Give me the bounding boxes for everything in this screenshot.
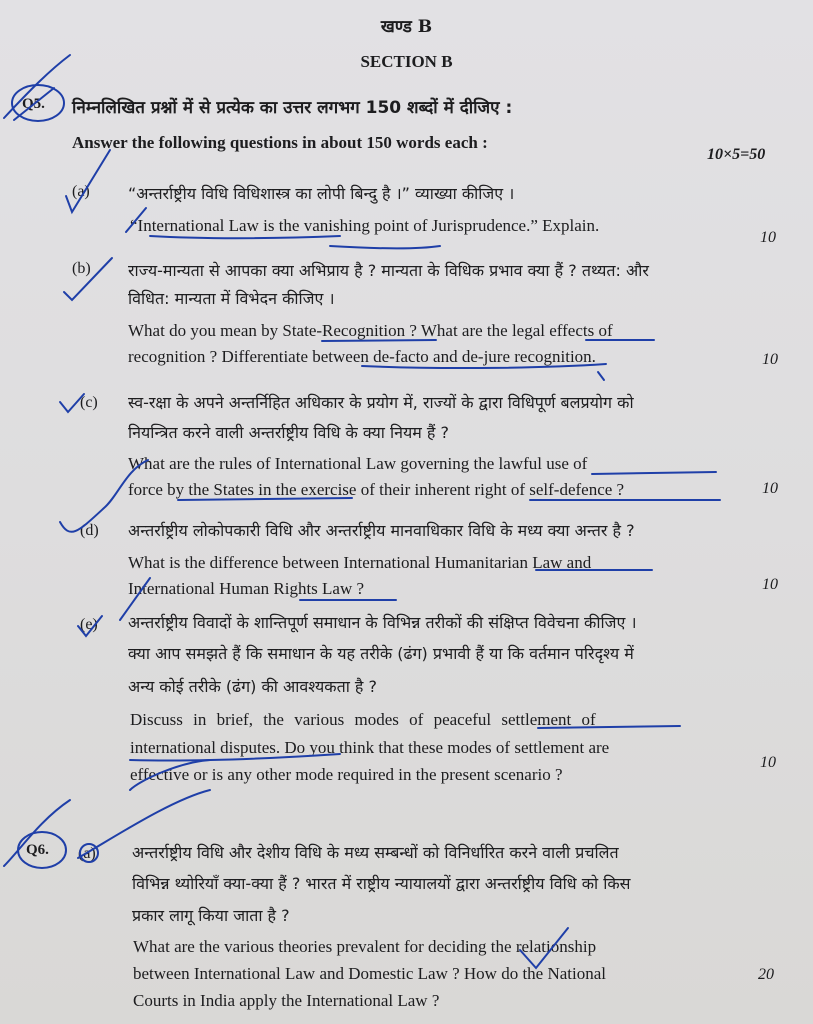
q5c-hindi-line1: स्व-रक्षा के अपने अन्तर्निहित अधिकार के प्रयोग में, राज्यों के द्वारा विधिपूर्ण बलप्रयोग को [128, 393, 634, 412]
underline-b-flick [598, 372, 604, 380]
q5d-marks: 10 [762, 576, 778, 593]
q6a-label: (a) [78, 845, 96, 862]
question-number-q5: Q5. [22, 96, 45, 112]
section-title-hindi: खण्ड B [380, 17, 433, 37]
q6a-marks: 20 [758, 966, 774, 983]
q5b-english-line2: recognition ? Differentiate between de-facto and de-jure recognition. [128, 347, 596, 366]
q5d-hindi: अन्तर्राष्ट्रीय लोकोपकारी विधि और अन्तर्राष्ट्रीय मानवाधिकार विधि के मध्य क्या अन्तर है ? [128, 521, 635, 540]
q6a-hindi-line1: अन्तर्राष्ट्रीय विधि और देशीय विधि के मध्य सम्बन्धों को विनिर्धारित करने वाली प्रचलित [132, 843, 619, 862]
q5-instruction-english: Answer the following questions in about 150 words each : [72, 133, 488, 152]
q5e-hindi-line2: क्या आप समझते हैं कि समाधान के यह तरीके (ढंग) प्रभावी हैं या कि वर्तमान परिदृश्य में [128, 644, 634, 663]
q5a-label: (a) [72, 183, 90, 200]
q5e-marks: 10 [760, 754, 776, 771]
q6a-english-line1: What are the various theories prevalent for deciding the relationship [133, 937, 597, 956]
section-title: SECTION B [360, 52, 453, 71]
q5a-english: “International Law is the vanishing point of Jurisprudence.” Explain. [130, 216, 600, 235]
q6a-hindi-line2: विभिन्न थ्योरियाँ क्या-क्या हैं ? भारत में राष्ट्रीय न्यायालयों द्वारा अन्तर्राष्ट्रीय विधि को किस [132, 874, 631, 893]
q5d-label: (d) [80, 522, 99, 539]
question-number-q6: Q6. [26, 842, 49, 858]
q5d-english-line1: What is the difference between International Humanitarian Law and [128, 553, 592, 572]
q5-instruction-hindi: निम्नलिखित प्रश्नों में से प्रत्येक का उत्तर लगभग 150 शब्दों में दीजिए : [72, 98, 513, 118]
q5e-hindi-line3: अन्य कोई तरीके (ढंग) की आवश्यकता है ? [128, 677, 378, 696]
q6a-hindi-line3: प्रकार लागू किया जाता है ? [132, 906, 290, 925]
q5d-english-line2: International Human Rights Law ? [128, 579, 365, 598]
q5-total-marks: 10×5=50 [707, 146, 766, 163]
q5c-label: (c) [80, 394, 98, 411]
q5b-hindi-line1: राज्य-मान्यता से आपका क्या अभिप्राय है ? मान्यता के विधिक प्रभाव क्या हैं ? तथ्यत: और [128, 261, 649, 280]
q5e-english-line2: international disputes. Do you think that these modes of settlement are [130, 738, 610, 757]
tick-mark-a [66, 150, 110, 212]
q6a-english-line2: between International Law and Domestic Law ? How do the National [133, 964, 607, 983]
underline-a-2 [330, 246, 440, 248]
q5b-english-line1: What do you mean by State-Recognition ? What are the legal effects of [128, 321, 613, 340]
q5b-hindi-line2: विधित: मान्यता में विभेदन कीजिए । [128, 289, 335, 308]
q6a-english-line3: Courts in India apply the International Law ? [133, 991, 440, 1010]
q5b-marks: 10 [762, 351, 778, 368]
q5c-marks: 10 [762, 480, 778, 497]
q5a-hindi: “अन्तर्राष्ट्रीय विधि विधिशास्त्र का लोपी बिन्दु है ।” व्याख्या कीजिए । [128, 184, 515, 203]
q5a-marks: 10 [760, 229, 776, 246]
q5e-label: (e) [80, 616, 98, 633]
q5e-english-line3: effective or is any other mode required in the present scenario ? [130, 765, 563, 784]
q5e-hindi-line1: अन्तर्राष्ट्रीय विवादों के शान्तिपूर्ण समाधान के विभिन्न तरीकों की संक्षिप्त विवेचना कीजिए । [128, 613, 637, 632]
q5e-english-line1: Discuss in brief, the various modes of peaceful settlement of [130, 710, 596, 729]
q5c-english-line2: force by the States in the exercise of their inherent right of self-defence ? [128, 480, 625, 499]
q5c-english-line1: What are the rules of International Law governing the lawful use of [128, 454, 588, 473]
q5b-label: (b) [72, 260, 91, 277]
q5c-hindi-line2: नियन्त्रित करने वाली अन्तर्राष्ट्रीय विधि के क्या नियम हैं ? [128, 423, 450, 442]
